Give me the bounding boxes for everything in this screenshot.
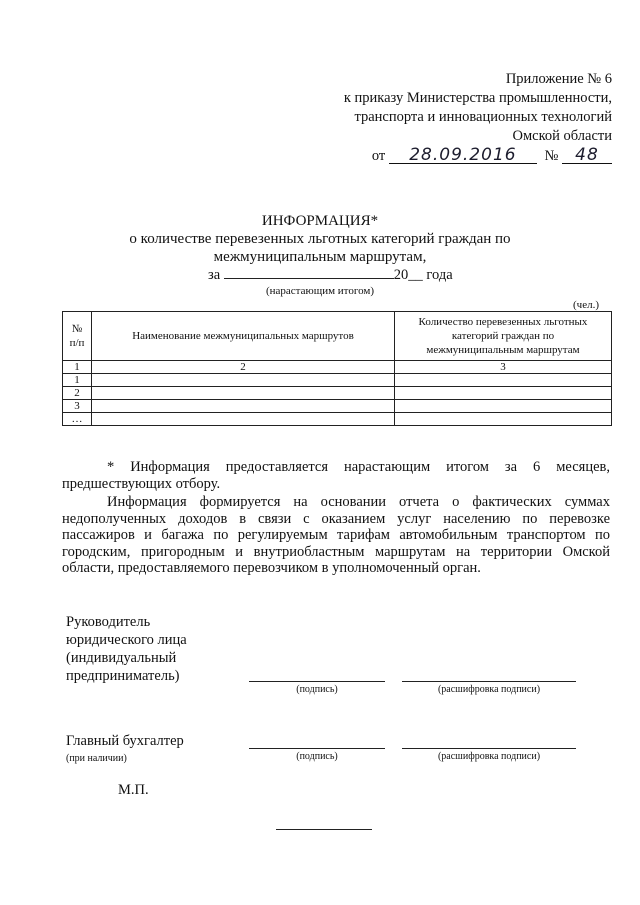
header-count-line-1: Количество перевезенных льготных xyxy=(418,316,588,328)
accountant-decoding-caption: (расшифровка подписи) xyxy=(437,751,541,762)
document-title: ИНФОРМАЦИЯ* xyxy=(261,213,379,229)
accountant-label: Главный бухгалтер xyxy=(66,733,184,749)
head-line-4: предприниматель) xyxy=(66,668,180,684)
stamp-place: М.П. xyxy=(118,782,149,798)
route-cell xyxy=(92,374,395,387)
period-line xyxy=(208,266,453,284)
head-line-1: Руководитель xyxy=(66,614,151,630)
head-line-2: юридического лица xyxy=(66,632,187,648)
bottom-divider xyxy=(276,829,372,830)
appendix-date-number-line xyxy=(312,147,612,166)
header-number xyxy=(63,312,92,361)
routes-table xyxy=(62,311,612,426)
appendix-block xyxy=(312,70,612,166)
period-blank xyxy=(224,266,394,279)
table-row xyxy=(63,400,612,413)
source-paragraph: Информация формируется на основании отчета о фактических суммах недополученных доходов в связи с оказанием услуг населению по перевозке пассажиров и багажа по регулируемым тарифам автомобильным транспортом по городским, пригородным и внутриобластным маршрутам на территории Омской области, предоставляемого перевозчиком в уполномоченный орган. xyxy=(62,494,610,576)
for-label: за xyxy=(208,267,221,283)
footnote-paragraph: * Информация предоставляется нарастающим итогом за 6 месяцев, предшествующих отбору. xyxy=(62,459,610,492)
header-route-name: Наименование межмуниципальных маршрутов xyxy=(92,312,395,361)
appendix-region-line: Омской области xyxy=(512,128,612,144)
accountant-if-any: (при наличии) xyxy=(66,753,127,764)
count-cell xyxy=(395,413,612,426)
title-subline-2: межмуниципальным маршрутам, xyxy=(213,249,427,265)
header-number-abbr: п/п xyxy=(69,337,85,349)
appendix-order-line: к приказу Министерства промышленности, xyxy=(343,90,612,106)
accountant-signature-caption: (подпись) xyxy=(296,751,338,762)
row-number: 3 xyxy=(63,400,92,413)
table-header-row xyxy=(63,312,612,361)
header-count-line-3: межмуниципальным маршрутам xyxy=(426,344,580,356)
row-number: … xyxy=(63,413,92,426)
count-cell xyxy=(395,387,612,400)
accountant-decoding-line xyxy=(402,748,576,749)
appendix-number: Приложение № 6 xyxy=(505,71,612,87)
route-cell xyxy=(92,387,395,400)
route-cell xyxy=(92,413,395,426)
head-signatory-label xyxy=(66,613,187,685)
cumulative-note: (нарастающим итогом) xyxy=(265,285,374,297)
count-cell xyxy=(395,374,612,387)
table-row xyxy=(63,374,612,387)
table-row xyxy=(63,413,612,426)
table-row xyxy=(63,387,612,400)
number-label: № xyxy=(544,148,559,164)
row-number: 1 xyxy=(63,374,92,387)
head-line-3: (индивидуальный xyxy=(66,650,177,666)
head-signature-caption: (подпись) xyxy=(296,684,338,695)
head-signature-line xyxy=(249,681,385,682)
row-number: 2 xyxy=(63,387,92,400)
index-cell: 3 xyxy=(395,361,612,374)
index-cell: 1 xyxy=(63,361,92,374)
count-cell xyxy=(395,400,612,413)
header-count-line-2: категорий граждан по xyxy=(451,330,555,342)
table-index-row xyxy=(63,361,612,374)
from-label: от xyxy=(371,148,386,164)
handwritten-number: 48 xyxy=(562,148,612,164)
handwritten-date: 28.09.2016 xyxy=(389,148,537,164)
unit-label: (чел.) xyxy=(573,299,599,311)
index-cell: 2 xyxy=(92,361,395,374)
head-decoding-caption: (расшифровка подписи) xyxy=(437,684,541,695)
head-decoding-line xyxy=(402,681,576,682)
header-passenger-count xyxy=(395,312,612,361)
year-label: 20__ года xyxy=(393,267,453,283)
header-number-sign: № xyxy=(71,323,83,335)
appendix-ministry-line: транспорта и инновационных технологий xyxy=(354,109,612,125)
title-subline-1: о количестве перевезенных льготных категорий граждан по xyxy=(129,231,511,247)
accountant-signature-line xyxy=(249,748,385,749)
route-cell xyxy=(92,400,395,413)
